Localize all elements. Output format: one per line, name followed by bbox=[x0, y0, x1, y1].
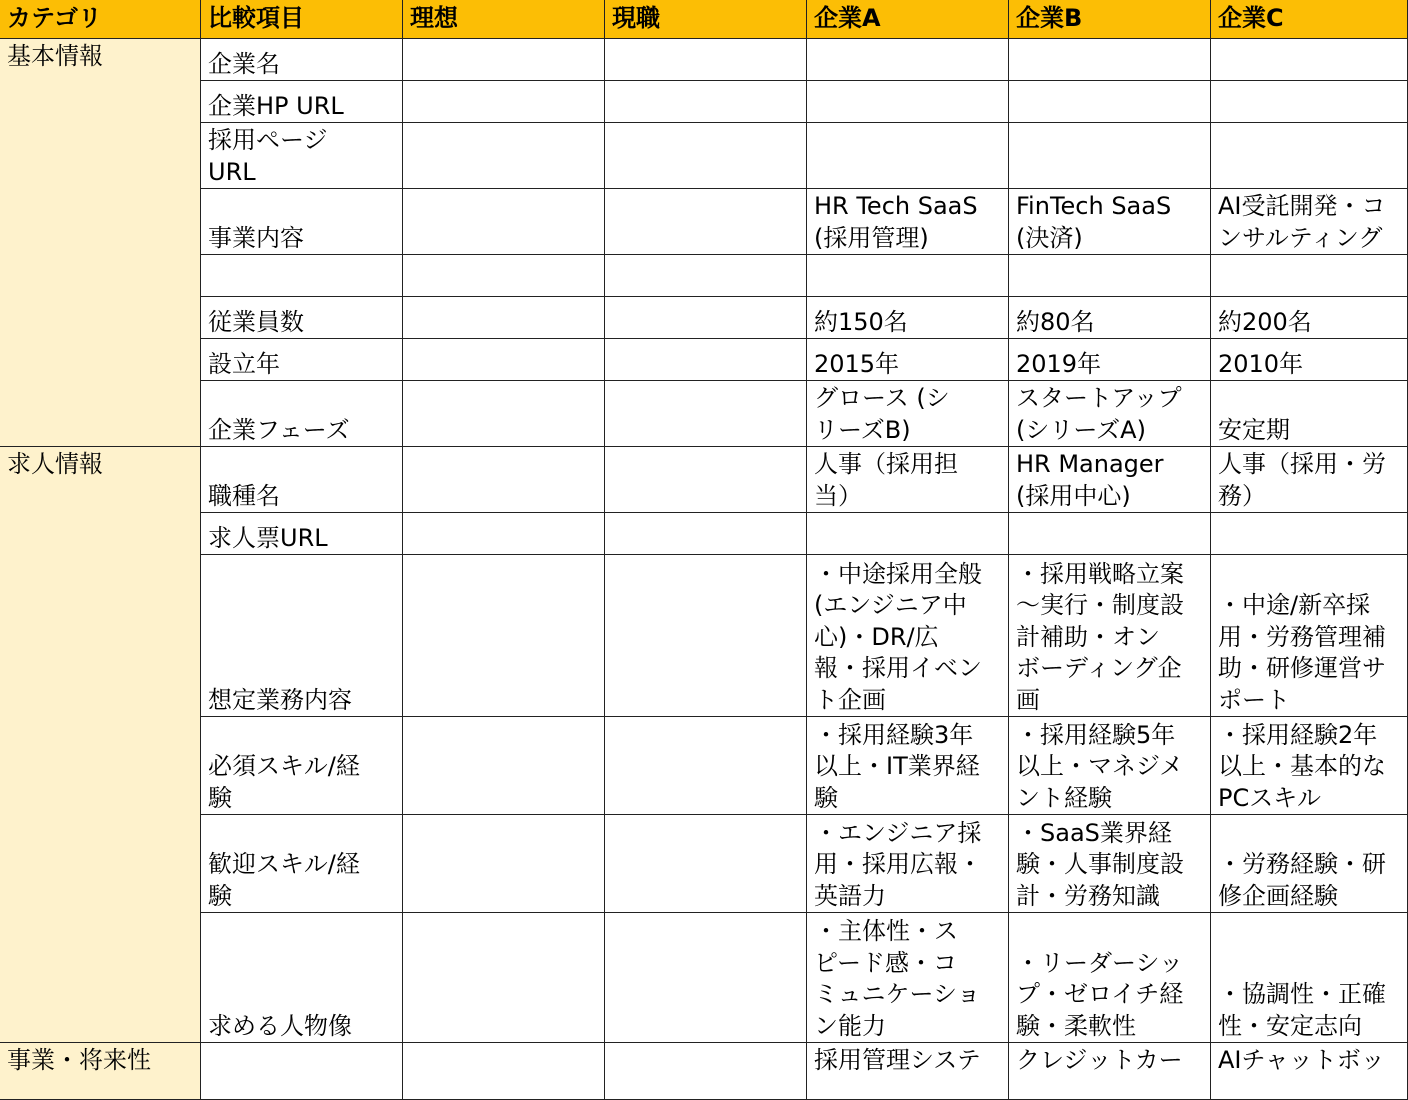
cell-current[interactable] bbox=[605, 555, 807, 717]
cell-company-b[interactable] bbox=[1009, 39, 1211, 81]
cell-company-c[interactable]: ・協調性・正確 性・安定志向 bbox=[1211, 913, 1408, 1043]
cell-company-a[interactable]: ・エンジニア採 用・採用広報・ 英語力 bbox=[807, 815, 1009, 913]
cell-ideal[interactable] bbox=[403, 123, 605, 189]
item-cell[interactable]: 企業フェーズ bbox=[201, 381, 403, 447]
cell-current[interactable] bbox=[605, 81, 807, 123]
cell-company-c[interactable]: 2010年 bbox=[1211, 339, 1408, 381]
item-cell[interactable]: 企業名 bbox=[201, 39, 403, 81]
item-cell[interactable]: 設立年 bbox=[201, 339, 403, 381]
cell-company-b[interactable]: 2019年 bbox=[1009, 339, 1211, 381]
cell-company-b[interactable]: ・SaaS業界経 験・人事制度設 計・労務知識 bbox=[1009, 815, 1211, 913]
cell-company-a[interactable] bbox=[807, 123, 1009, 189]
cell-company-a[interactable]: ・中途採用全般 (エンジニア中 心)・DR/広 報・採用イベン ト企画 bbox=[807, 555, 1009, 717]
cell-company-a[interactable]: 2015年 bbox=[807, 339, 1009, 381]
item-cell[interactable]: 企業HP URL bbox=[201, 81, 403, 123]
cell-current[interactable] bbox=[605, 717, 807, 815]
cell-company-c[interactable] bbox=[1211, 39, 1408, 81]
cell-company-b[interactable] bbox=[1009, 81, 1211, 123]
item-cell[interactable]: 事業内容 bbox=[201, 189, 403, 255]
cell-company-b[interactable]: スタートアップ (シリーズA) bbox=[1009, 381, 1211, 447]
cell-ideal[interactable] bbox=[403, 381, 605, 447]
cell-company-c[interactable]: ・採用経験2年 以上・基本的な PCスキル bbox=[1211, 717, 1408, 815]
cell-company-c[interactable]: 安定期 bbox=[1211, 381, 1408, 447]
cell-company-a[interactable]: ・主体性・ス ピード感・コ ミュニケーショ ン能力 bbox=[807, 913, 1009, 1043]
item-cell[interactable]: 採用ページ URL bbox=[201, 123, 403, 189]
column-header[interactable]: 企業C bbox=[1211, 0, 1408, 39]
cell-company-a[interactable]: 人事（採用担 当） bbox=[807, 447, 1009, 513]
cell-company-a[interactable] bbox=[807, 81, 1009, 123]
column-header[interactable]: 企業A bbox=[807, 0, 1009, 39]
cell-company-a[interactable] bbox=[807, 513, 1009, 555]
cell-company-c[interactable]: 約200名 bbox=[1211, 297, 1408, 339]
column-header[interactable]: 理想 bbox=[403, 0, 605, 39]
cell-ideal[interactable] bbox=[403, 1043, 605, 1100]
column-header[interactable]: 比較項目 bbox=[201, 0, 403, 39]
cell-company-a[interactable] bbox=[807, 255, 1009, 297]
item-cell[interactable]: 想定業務内容 bbox=[201, 555, 403, 717]
cell-ideal[interactable] bbox=[403, 189, 605, 255]
cell-company-b[interactable] bbox=[1009, 123, 1211, 189]
cell-ideal[interactable] bbox=[403, 555, 605, 717]
cell-current[interactable] bbox=[605, 339, 807, 381]
category-cell[interactable]: 事業・将来性 bbox=[0, 1043, 201, 1100]
item-cell[interactable]: 従業員数 bbox=[201, 297, 403, 339]
column-header[interactable]: 現職 bbox=[605, 0, 807, 39]
cell-company-c[interactable]: 人事（採用・労 務） bbox=[1211, 447, 1408, 513]
cell-company-b[interactable]: クレジットカー bbox=[1009, 1043, 1211, 1100]
cell-ideal[interactable] bbox=[403, 81, 605, 123]
cell-company-b[interactable]: ・リーダーシッ プ・ゼロイチ経 験・柔軟性 bbox=[1009, 913, 1211, 1043]
cell-ideal[interactable] bbox=[403, 39, 605, 81]
cell-current[interactable] bbox=[605, 381, 807, 447]
cell-company-a[interactable]: ・採用経験3年 以上・IT業界経 験 bbox=[807, 717, 1009, 815]
item-cell[interactable]: 求める人物像 bbox=[201, 913, 403, 1043]
category-cell[interactable]: 基本情報 bbox=[0, 39, 201, 447]
cell-company-c[interactable] bbox=[1211, 513, 1408, 555]
item-cell[interactable]: 必須スキル/経 験 bbox=[201, 717, 403, 815]
cell-current[interactable] bbox=[605, 815, 807, 913]
cell-company-b[interactable]: ・採用戦略立案 〜実行・制度設 計補助・オン ボーディング企 画 bbox=[1009, 555, 1211, 717]
cell-ideal[interactable] bbox=[403, 913, 605, 1043]
cell-company-b[interactable]: 約80名 bbox=[1009, 297, 1211, 339]
cell-company-c[interactable]: ・労務経験・研 修企画経験 bbox=[1211, 815, 1408, 913]
cell-ideal[interactable] bbox=[403, 255, 605, 297]
cell-current[interactable] bbox=[605, 123, 807, 189]
cell-company-a[interactable]: グロース (シ リーズB) bbox=[807, 381, 1009, 447]
cell-ideal[interactable] bbox=[403, 815, 605, 913]
cell-company-a[interactable] bbox=[807, 39, 1009, 81]
cell-company-c[interactable] bbox=[1211, 123, 1408, 189]
item-cell[interactable]: 求人票URL bbox=[201, 513, 403, 555]
cell-ideal[interactable] bbox=[403, 297, 605, 339]
cell-company-b[interactable]: ・採用経験5年 以上・マネジメ ント経験 bbox=[1009, 717, 1211, 815]
cell-company-c[interactable]: AIチャットボッ bbox=[1211, 1043, 1408, 1100]
cell-company-a[interactable]: 約150名 bbox=[807, 297, 1009, 339]
cell-current[interactable] bbox=[605, 1043, 807, 1100]
cell-company-c[interactable] bbox=[1211, 81, 1408, 123]
item-cell[interactable]: 歓迎スキル/経 験 bbox=[201, 815, 403, 913]
cell-ideal[interactable] bbox=[403, 339, 605, 381]
cell-current[interactable] bbox=[605, 447, 807, 513]
cell-ideal[interactable] bbox=[403, 717, 605, 815]
item-cell[interactable] bbox=[201, 255, 403, 297]
column-header[interactable]: 企業B bbox=[1009, 0, 1211, 39]
category-cell[interactable]: 求人情報 bbox=[0, 447, 201, 1043]
cell-current[interactable] bbox=[605, 189, 807, 255]
cell-ideal[interactable] bbox=[403, 513, 605, 555]
cell-current[interactable] bbox=[605, 513, 807, 555]
cell-company-a[interactable]: HR Tech SaaS (採用管理) bbox=[807, 189, 1009, 255]
cell-company-a[interactable]: 採用管理システ bbox=[807, 1043, 1009, 1100]
cell-company-b[interactable] bbox=[1009, 513, 1211, 555]
item-cell[interactable] bbox=[201, 1043, 403, 1100]
cell-company-c[interactable] bbox=[1211, 255, 1408, 297]
column-header[interactable]: カテゴリ bbox=[0, 0, 201, 39]
cell-company-c[interactable]: ・中途/新卒採 用・労務管理補 助・研修運営サ ポート bbox=[1211, 555, 1408, 717]
cell-current[interactable] bbox=[605, 297, 807, 339]
item-cell[interactable]: 職種名 bbox=[201, 447, 403, 513]
cell-company-b[interactable] bbox=[1009, 255, 1211, 297]
cell-company-c[interactable]: AI受託開発・コ ンサルティング bbox=[1211, 189, 1408, 255]
cell-company-b[interactable]: FinTech SaaS (決済) bbox=[1009, 189, 1211, 255]
cell-current[interactable] bbox=[605, 255, 807, 297]
cell-company-b[interactable]: HR Manager (採用中心) bbox=[1009, 447, 1211, 513]
cell-current[interactable] bbox=[605, 913, 807, 1043]
cell-ideal[interactable] bbox=[403, 447, 605, 513]
cell-current[interactable] bbox=[605, 39, 807, 81]
